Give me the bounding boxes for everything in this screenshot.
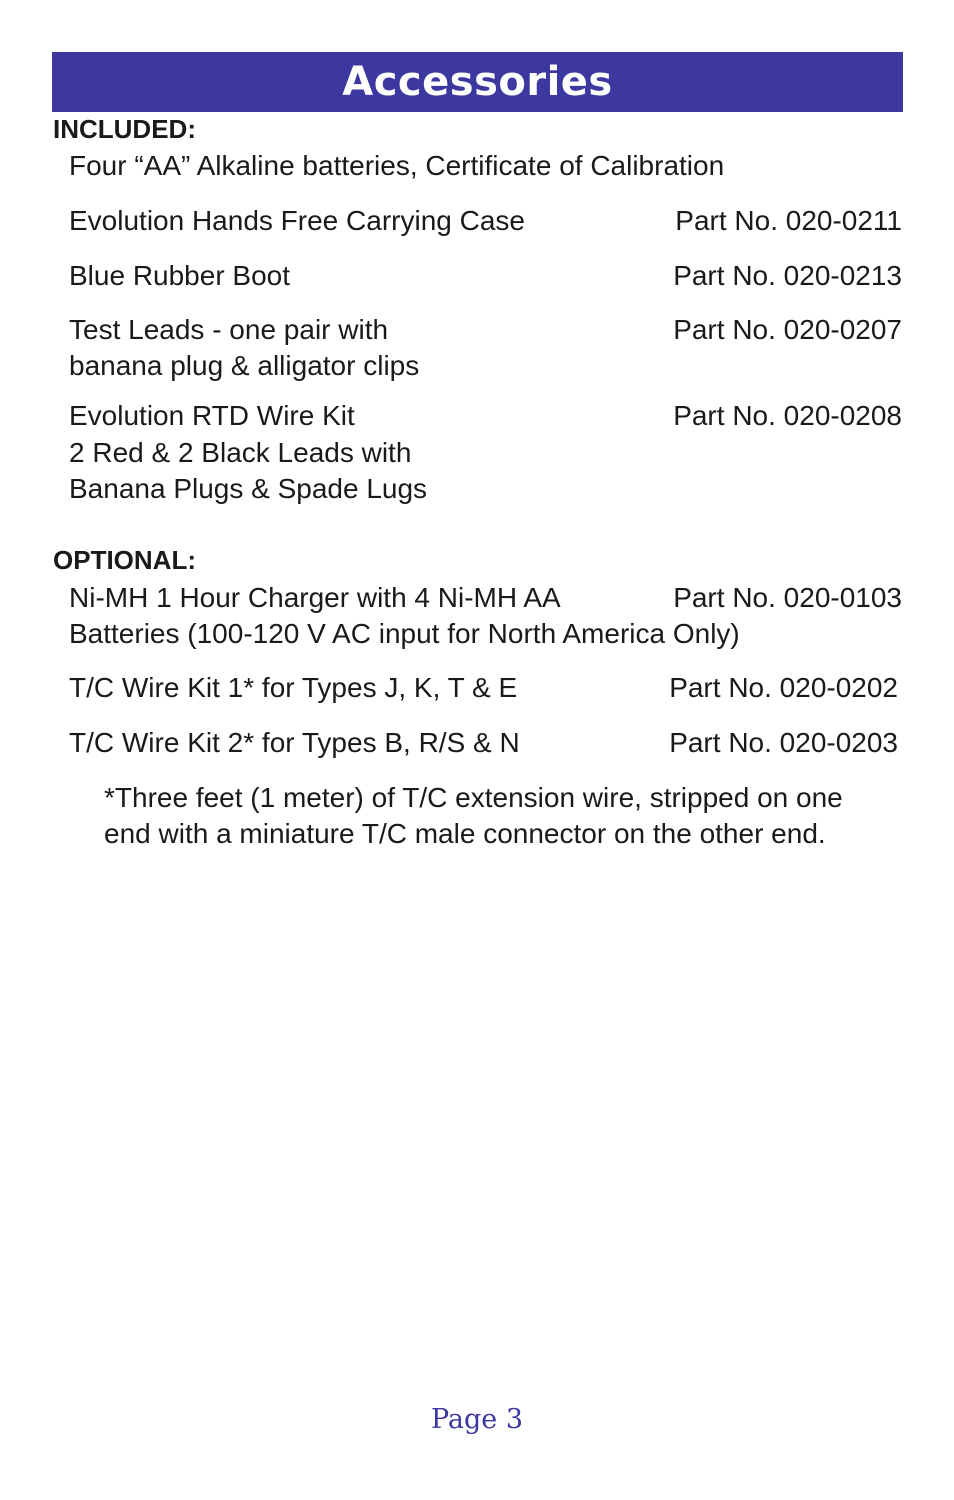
- item-description: Test Leads - one pair with: [69, 314, 389, 345]
- footnote-line: *Three feet (1 meter) of T/C extension wire, stripped on one: [104, 782, 843, 813]
- title-banner: [52, 52, 903, 112]
- item-description: 2 Red & 2 Black Leads with: [69, 437, 412, 468]
- included-heading: INCLUDED:: [53, 114, 196, 144]
- optional-heading: OPTIONAL:: [53, 545, 196, 575]
- item-description: T/C Wire Kit 2* for Types B, R/S & N: [69, 727, 520, 758]
- footnote: [104, 780, 904, 852]
- item-description: Ni-MH 1 Hour Charger with 4 Ni-MH AA: [69, 582, 561, 613]
- part-number: Part No. 020-0203: [669, 727, 898, 758]
- part-number: Part No. 020-0202: [669, 672, 898, 703]
- page-number: Page 3: [430, 1404, 524, 1435]
- part-number: Part No. 020-0213: [673, 260, 902, 291]
- item-description: Batteries (100-120 V AC input for North America Only): [69, 618, 740, 649]
- included-standard-text: Four “AA” Alkaline batteries, Certificate of Calibration: [69, 150, 725, 181]
- part-number: Part No. 020-0207: [673, 314, 902, 345]
- item-description: Evolution Hands Free Carrying Case: [69, 205, 525, 236]
- footnote-line: end with a miniature T/C male connector on the other end.: [104, 818, 826, 849]
- item-description: T/C Wire Kit 1* for Types J, K, T & E: [69, 672, 518, 703]
- part-number: Part No. 020-0103: [673, 582, 902, 613]
- page-title: Accessories: [342, 59, 613, 105]
- item-description: Evolution RTD Wire Kit: [69, 400, 355, 431]
- part-number: Part No. 020-0208: [673, 400, 902, 431]
- part-number: Part No. 020-0211: [675, 205, 902, 236]
- item-description: Blue Rubber Boot: [69, 260, 291, 291]
- item-description: Banana Plugs & Spade Lugs: [69, 473, 428, 504]
- item-description: banana plug & alligator clips: [69, 350, 420, 381]
